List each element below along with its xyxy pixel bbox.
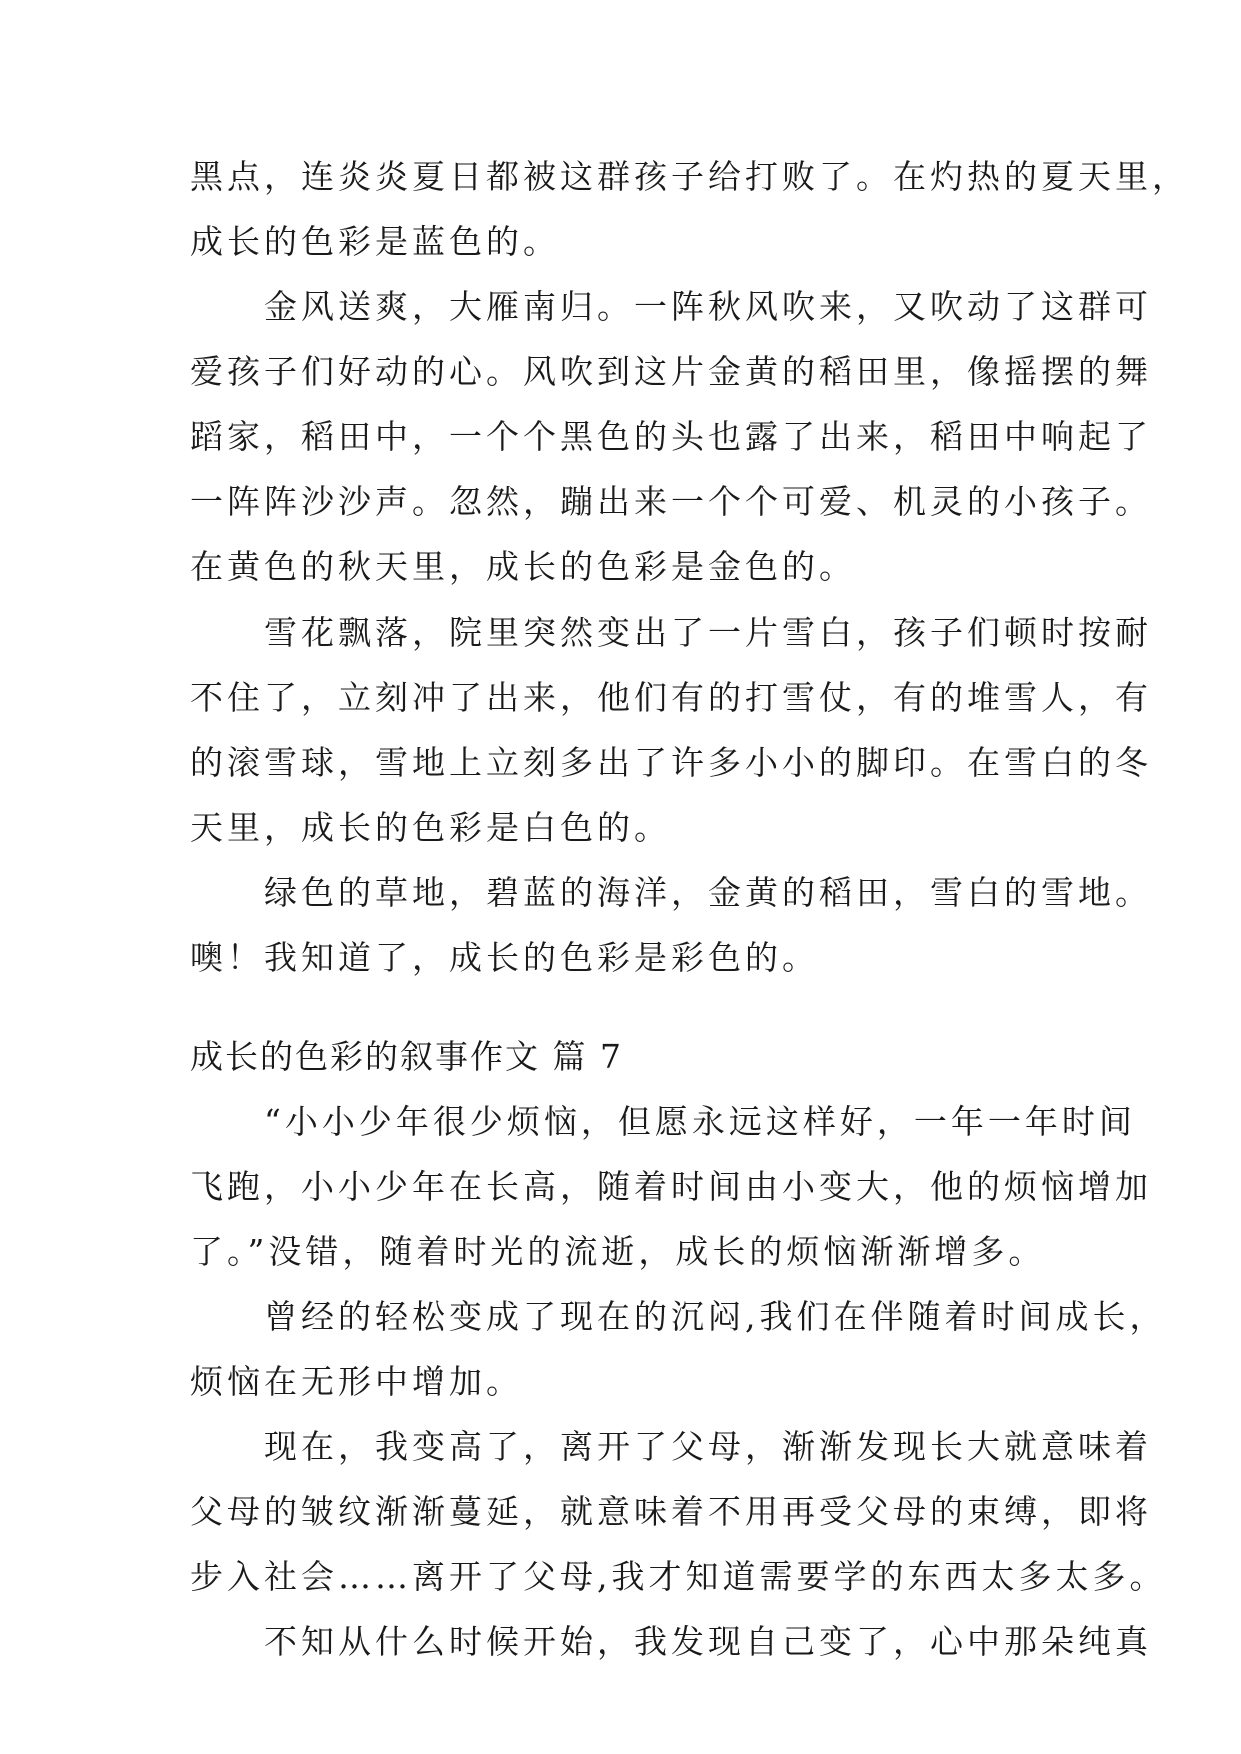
text-line: 天里，成长的色彩是白色的。 bbox=[190, 808, 671, 847]
section-title: 成长的色彩的叙事作文 篇 7 bbox=[190, 1037, 623, 1076]
text-line: 雪花飘落，院里突然变出了一片雪白，孩子们顿时按耐 bbox=[190, 613, 1152, 652]
text-line: 烦恼在无形中增加。 bbox=[190, 1362, 523, 1401]
text-line: 父母的皱纹渐渐蔓延，就意味着不用再受父母的束缚，即将 bbox=[190, 1492, 1152, 1531]
text-line: 爱孩子们好动的心。风吹到这片金黄的稻田里，像摇摆的舞 bbox=[190, 352, 1152, 391]
text-line: 飞跑，小小少年在长高，随着时间由小变大，他的烦恼增加 bbox=[190, 1167, 1152, 1206]
text-line: “小小少年很少烦恼，但愿永远这样好，一年一年时间 bbox=[190, 1102, 1136, 1141]
text-line: 了。”没错，随着时光的流逝，成长的烦恼渐渐增多。 bbox=[190, 1232, 1046, 1271]
text-line: 在黄色的秋天里，成长的色彩是金色的。 bbox=[190, 547, 856, 586]
text-line: 的滚雪球，雪地上立刻多出了许多小小的脚印。在雪白的冬 bbox=[190, 743, 1152, 782]
text-line: 成长的色彩是蓝色的。 bbox=[190, 222, 560, 261]
text-line: 现在，我变高了，离开了父母，渐渐发现长大就意味着 bbox=[190, 1427, 1152, 1466]
text-line: 绿色的草地，碧蓝的海洋，金黄的稻田，雪白的雪地。 bbox=[190, 873, 1152, 912]
text-line: 蹈家，稻田中，一个个黑色的头也露了出来，稻田中响起了 bbox=[190, 417, 1152, 456]
text-line: 黑点，连炎炎夏日都被这群孩子给打败了。在灼热的夏天里， bbox=[190, 157, 1189, 196]
text-line: 噢！我知道了，成长的色彩是彩色的。 bbox=[190, 938, 819, 977]
text-line: 金风送爽，大雁南归。一阵秋风吹来，又吹动了这群可 bbox=[190, 287, 1152, 326]
text-line: 步入社会……离开了父母,我才知道需要学的东西太多太多。 bbox=[190, 1557, 1167, 1596]
text-line: 不住了，立刻冲了出来，他们有的打雪仗，有的堆雪人，有 bbox=[190, 678, 1152, 717]
text-line: 不知从什么时候开始，我发现自己变了，心中那朵纯真 bbox=[190, 1622, 1152, 1661]
text-line: 曾经的轻松变成了现在的沉闷,我们在伴随着时间成长， bbox=[190, 1297, 1167, 1336]
text-line: 一阵阵沙沙声。忽然，蹦出来一个个可爱、机灵的小孩子。 bbox=[190, 482, 1152, 521]
